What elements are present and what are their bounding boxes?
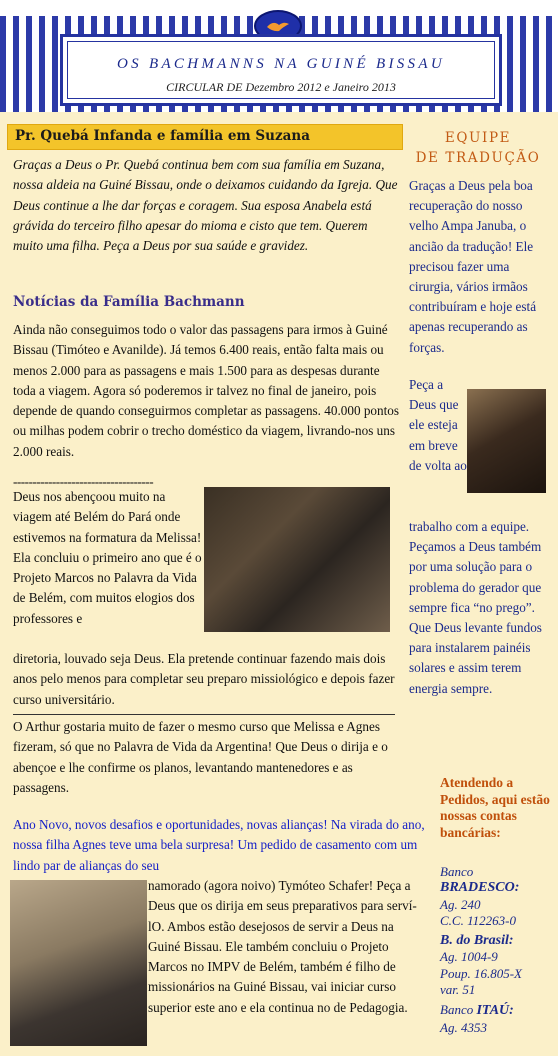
- engaged-couple-photo: [10, 880, 147, 1046]
- separator-rule: [13, 714, 395, 715]
- newsletter-subtitle: CIRCULAR DE Dezembro 2012 e Janeiro 2013: [166, 80, 396, 94]
- bank-itau-line: [440, 1002, 555, 1019]
- newsletter-title: OS BACHMANNS NA GUINÉ BISSAU: [117, 56, 445, 72]
- bank-bradesco-account: C.C. 112263-0: [440, 912, 516, 928]
- bank-itau-prefix: Banco: [440, 1002, 474, 1018]
- bank-itau-name: ITAÚ:: [476, 1003, 514, 1019]
- article-headline: Pr. Quebá Infanda e família em Suzana: [15, 128, 310, 144]
- paragraph-tickets: Ainda não conseguimos todo o valor das passagens para irmos à Guiné Bissau (Timóteo e Avanilde). Já temos 6.400 reais, então falta mais ou menos 2.000 para as passagens e mais 1.500 para as despesas durante toda a viagem. Agora só poderemos ir talvez no final de janeiro, pois depende de quando conseguirmos completar as passagens. 40.000 pontos ou milhas podem cobrir o trecho doméstico da viagem, livrando-nos uns 2.000 reais.: [13, 322, 400, 459]
- newsletter-masthead: [60, 34, 502, 106]
- section-title-bachmann-news: Notícias da Família Bachmann: [13, 294, 245, 310]
- paragraph-arthur: O Arthur gostaria muito de fazer o mesmo curso que Melissa e Agnes fizeram, só que no Palavra de Vida da Argentina! Que Deus o dirija e o abençoe e lhe confirme os planos, levantando mantenedores e as passagens.: [13, 719, 388, 795]
- bank-brasil-name: B. do Brasil:: [440, 933, 514, 949]
- bank-bradesco-agency: Ag. 240: [440, 896, 481, 912]
- separator-line: ------------------------------------: [13, 474, 154, 489]
- bank-brasil-savings: Poup. 16.805-X: [440, 965, 522, 981]
- sidebar-paragraph-recovery: Graças a Deus pela boa recuperação do nosso velho Ampa Januba, o ancião da tradução! Ele precisou fazer uma cirurgia, vários irmãos contribuíram e hoje está apenas recuperando as forças.: [409, 178, 537, 355]
- article-quebá-body: Graças a Deus o Pr. Quebá continua bem com sua família em Suzana, nossa aldeia na Guiné Bissau, onde o deixamos cuidando da Igreja. Que Deus continue a lhe dar forças e coragem. Sua esposa Anabela está grávida do terceiro filho apesar do mioma e cisto que tem. Querem muito uma filha. Peça a Deus por sua saúde e gravidez.: [13, 157, 398, 254]
- article-headline-box: [7, 124, 403, 150]
- bank-itau-agency: Ag. 4353: [440, 1019, 487, 1035]
- bank-bradesco-prefix: Banco: [440, 864, 474, 879]
- sidebar-title-line1: EQUIPE: [444, 130, 512, 146]
- paragraph-new-year: Ano Novo, novos desafios e oportunidades, novas alianças! Na virada do ano, nossa filha Agnes teve uma bela surpresa! Um pedido de casamento com um lindo par de alianças do seu: [13, 817, 425, 873]
- sidebar-title-line2: DE TRADUÇÃO: [415, 150, 541, 166]
- sidebar-title: [407, 128, 549, 168]
- elder-portrait-photo: [467, 389, 546, 493]
- bank-brasil-agency: Ag. 1004-9: [440, 949, 498, 965]
- paragraph-graduation-cont: diretoria, louvado seja Deus. Ela pretende continuar fazendo mais dois anos pelo menos para completar seu preparo missiológico e depois fazer curso universitário.: [13, 651, 395, 707]
- bank-accounts-title: Atendendo a Pedidos, aqui estão nossas contas bancárias:: [440, 775, 550, 840]
- paragraph-graduation: Deus nos abençoou muito na viagem até Belém do Pará onde estivemos na formatura da Melissa! Ela concluiu o primeiro ano que é o Projeto Marcos no Palavra da Vida de Belém, com muitos elogios dos professores e: [13, 489, 202, 626]
- family-graduation-photo: [204, 487, 390, 632]
- sidebar-paragraph-pray: Peça a Deus que ele esteja em breve de volta ao: [409, 377, 467, 473]
- bank-bradesco-name: BRADESCO:: [440, 880, 520, 896]
- sidebar-paragraph-team: trabalho com a equipe. Peçamos a Deus também por uma solução para o problema do gerador que sempre fica “no prego”. Que Deus levante fundos para instalarem painéis solares e assim terem energia sempre.: [409, 519, 542, 696]
- bank-accounts-list: [440, 864, 555, 1036]
- bank-brasil-variation: var. 51: [440, 982, 476, 998]
- paragraph-engagement: namorado (agora noivo) Tymóteo Schafer! Peça a Deus que os dirija em seus preparativos para serví-lO. Ambos estão desejosos de servir a Deus na Guiné Bissau. Ele também concluiu o Projeto Marcos no IMPV de Belém, também é filho de missionários na Guiné Bissau, vai iniciar curso superior este ano e ela continua no de Pedagogia.: [148, 878, 417, 1015]
